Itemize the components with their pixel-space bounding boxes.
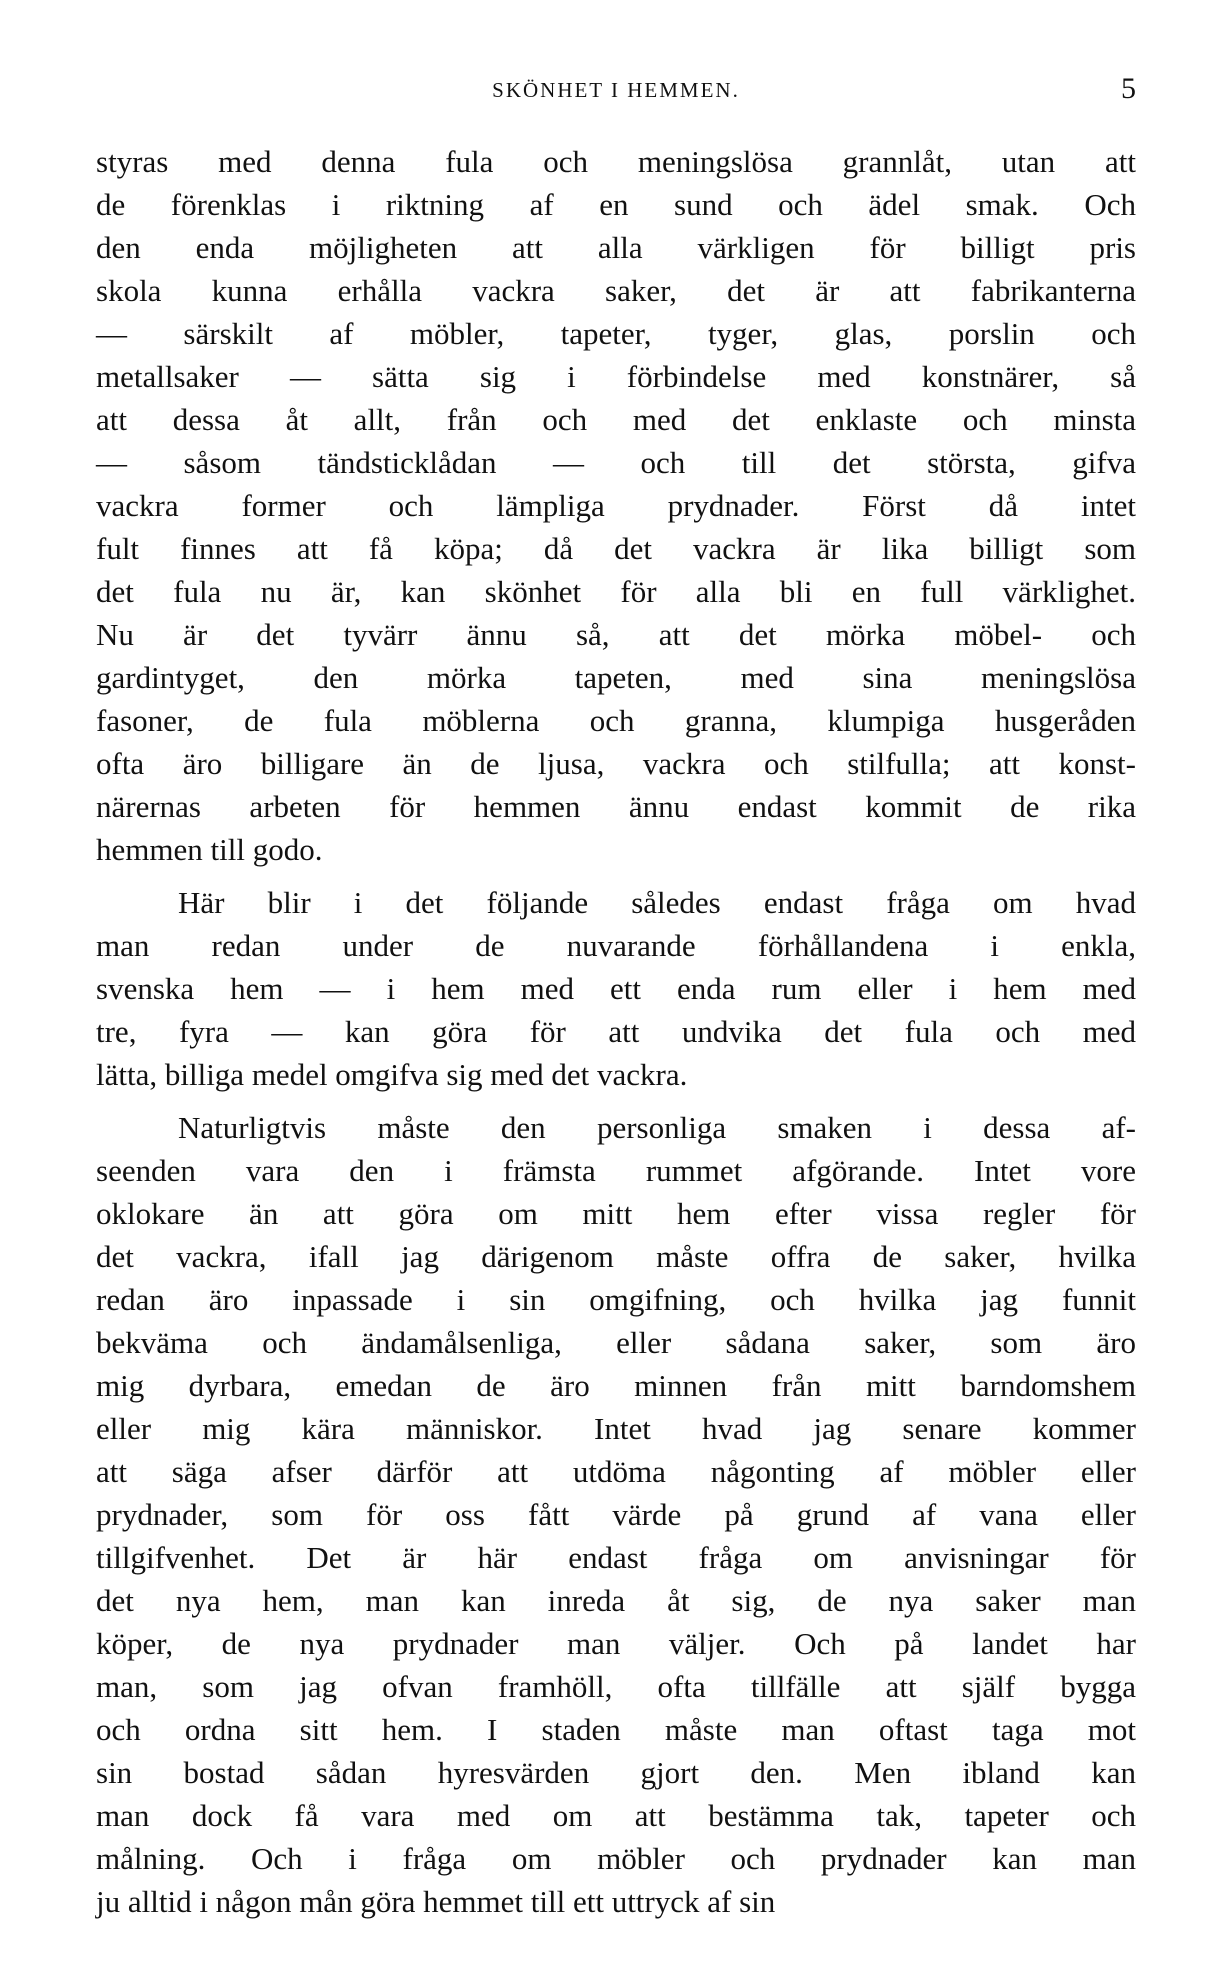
- text-line: och ordna sitt hem. I staden måste man oftast taga mot: [96, 1712, 1136, 1747]
- text-line: det vackra, ifall jag därigenom måste offra de saker, hvilka: [96, 1239, 1136, 1274]
- text-line: man redan under de nuvarande förhållandena i enkla,: [96, 928, 1136, 963]
- text-line: tre, fyra — kan göra för att undvika det fula och med: [96, 1014, 1136, 1049]
- text-line: skola kunna erhålla vackra saker, det är att fabrikanterna: [96, 273, 1136, 308]
- text-line: gardintyget, den mörka tapeten, med sina meningslösa: [96, 660, 1136, 695]
- text-line: det fula nu är, kan skönhet för alla bli en full värklighet.: [96, 574, 1136, 609]
- text-line: ju alltid i någon mån göra hemmet till ett uttryck af sin: [96, 1884, 776, 1919]
- text-line: det nya hem, man kan inreda åt sig, de nya saker man: [96, 1583, 1136, 1618]
- running-title: SKÖNHET I HEMMEN.: [492, 78, 740, 102]
- text-line: hemmen till godo.: [96, 832, 323, 867]
- text-line: lätta, billiga medel omgifva sig med det vackra.: [96, 1057, 688, 1092]
- text-line: ofta äro billigare än de ljusa, vackra och stilfulla; att konst-: [96, 746, 1136, 781]
- text-line: målning. Och i fråga om möbler och prydnader kan man: [96, 1841, 1136, 1876]
- body-text: [96, 140, 1136, 1923]
- paragraph-gap: [96, 871, 1136, 881]
- text-line: tillgifvenhet. Det är här endast fråga om anvisningar för: [96, 1540, 1136, 1575]
- text-line: sin bostad sådan hyresvärden gjort den. Men ibland kan: [96, 1755, 1136, 1790]
- text-line: Nu är det tyvärr ännu så, att det mörka möbel- och: [96, 617, 1136, 652]
- text-line: de förenklas i riktning af en sund och ädel smak. Och: [96, 187, 1136, 222]
- text-line: — särskilt af möbler, tapeter, tyger, glas, porslin och: [96, 316, 1136, 351]
- text-line: man, som jag ofvan framhöll, ofta tillfälle att själf bygga: [96, 1669, 1136, 1704]
- paragraph: [96, 1106, 1136, 1923]
- text-line: fult finnes att få köpa; då det vackra är lika billigt som: [96, 531, 1136, 566]
- text-line: seenden vara den i främsta rummet afgörande. Intet vore: [96, 1153, 1136, 1188]
- text-line: prydnader, som för oss fått värde på grund af vana eller: [96, 1497, 1136, 1532]
- text-line: oklokare än att göra om mitt hem efter vissa regler för: [96, 1196, 1136, 1231]
- paragraph: [96, 881, 1136, 1096]
- paragraph: [96, 140, 1136, 871]
- text-line: Naturligtvis måste den personliga smaken i dessa af-: [178, 1110, 1136, 1145]
- paragraph-gap: [96, 1096, 1136, 1106]
- text-line: Här blir i det följande således endast fråga om hvad: [178, 885, 1136, 920]
- text-line: bekväma och ändamålsenliga, eller sådana saker, som äro: [96, 1325, 1136, 1360]
- page-number: 5: [1121, 72, 1136, 105]
- text-line: man dock få vara med om att bestämma tak, tapeter och: [96, 1798, 1136, 1833]
- text-line: att dessa åt allt, från och med det enklaste och minsta: [96, 402, 1136, 437]
- text-line: köper, de nya prydnader man väljer. Och på landet har: [96, 1626, 1136, 1661]
- text-line: att säga afser därför att utdöma någonting af möbler eller: [96, 1454, 1136, 1489]
- page-header: [96, 72, 1136, 118]
- text-line: fasoner, de fula möblerna och granna, klumpiga husgeråden: [96, 703, 1136, 738]
- text-line: eller mig kära människor. Intet hvad jag senare kommer: [96, 1411, 1136, 1446]
- text-line: svenska hem — i hem med ett enda rum eller i hem med: [96, 971, 1136, 1006]
- text-line: metallsaker — sätta sig i förbindelse med konstnärer, så: [96, 359, 1136, 394]
- text-line: styras med denna fula och meningslösa grannlåt, utan att: [96, 144, 1136, 179]
- text-line: redan äro inpassade i sin omgifning, och hvilka jag funnit: [96, 1282, 1136, 1317]
- text-line: mig dyrbara, emedan de äro minnen från mitt barndomshem: [96, 1368, 1136, 1403]
- text-line: den enda möjligheten att alla värkligen för billigt pris: [96, 230, 1136, 265]
- text-line: närernas arbeten för hemmen ännu endast kommit de rika: [96, 789, 1136, 824]
- text-line: vackra former och lämpliga prydnader. Först då intet: [96, 488, 1136, 523]
- text-line: — såsom tändsticklådan — och till det största, gifva: [96, 445, 1136, 480]
